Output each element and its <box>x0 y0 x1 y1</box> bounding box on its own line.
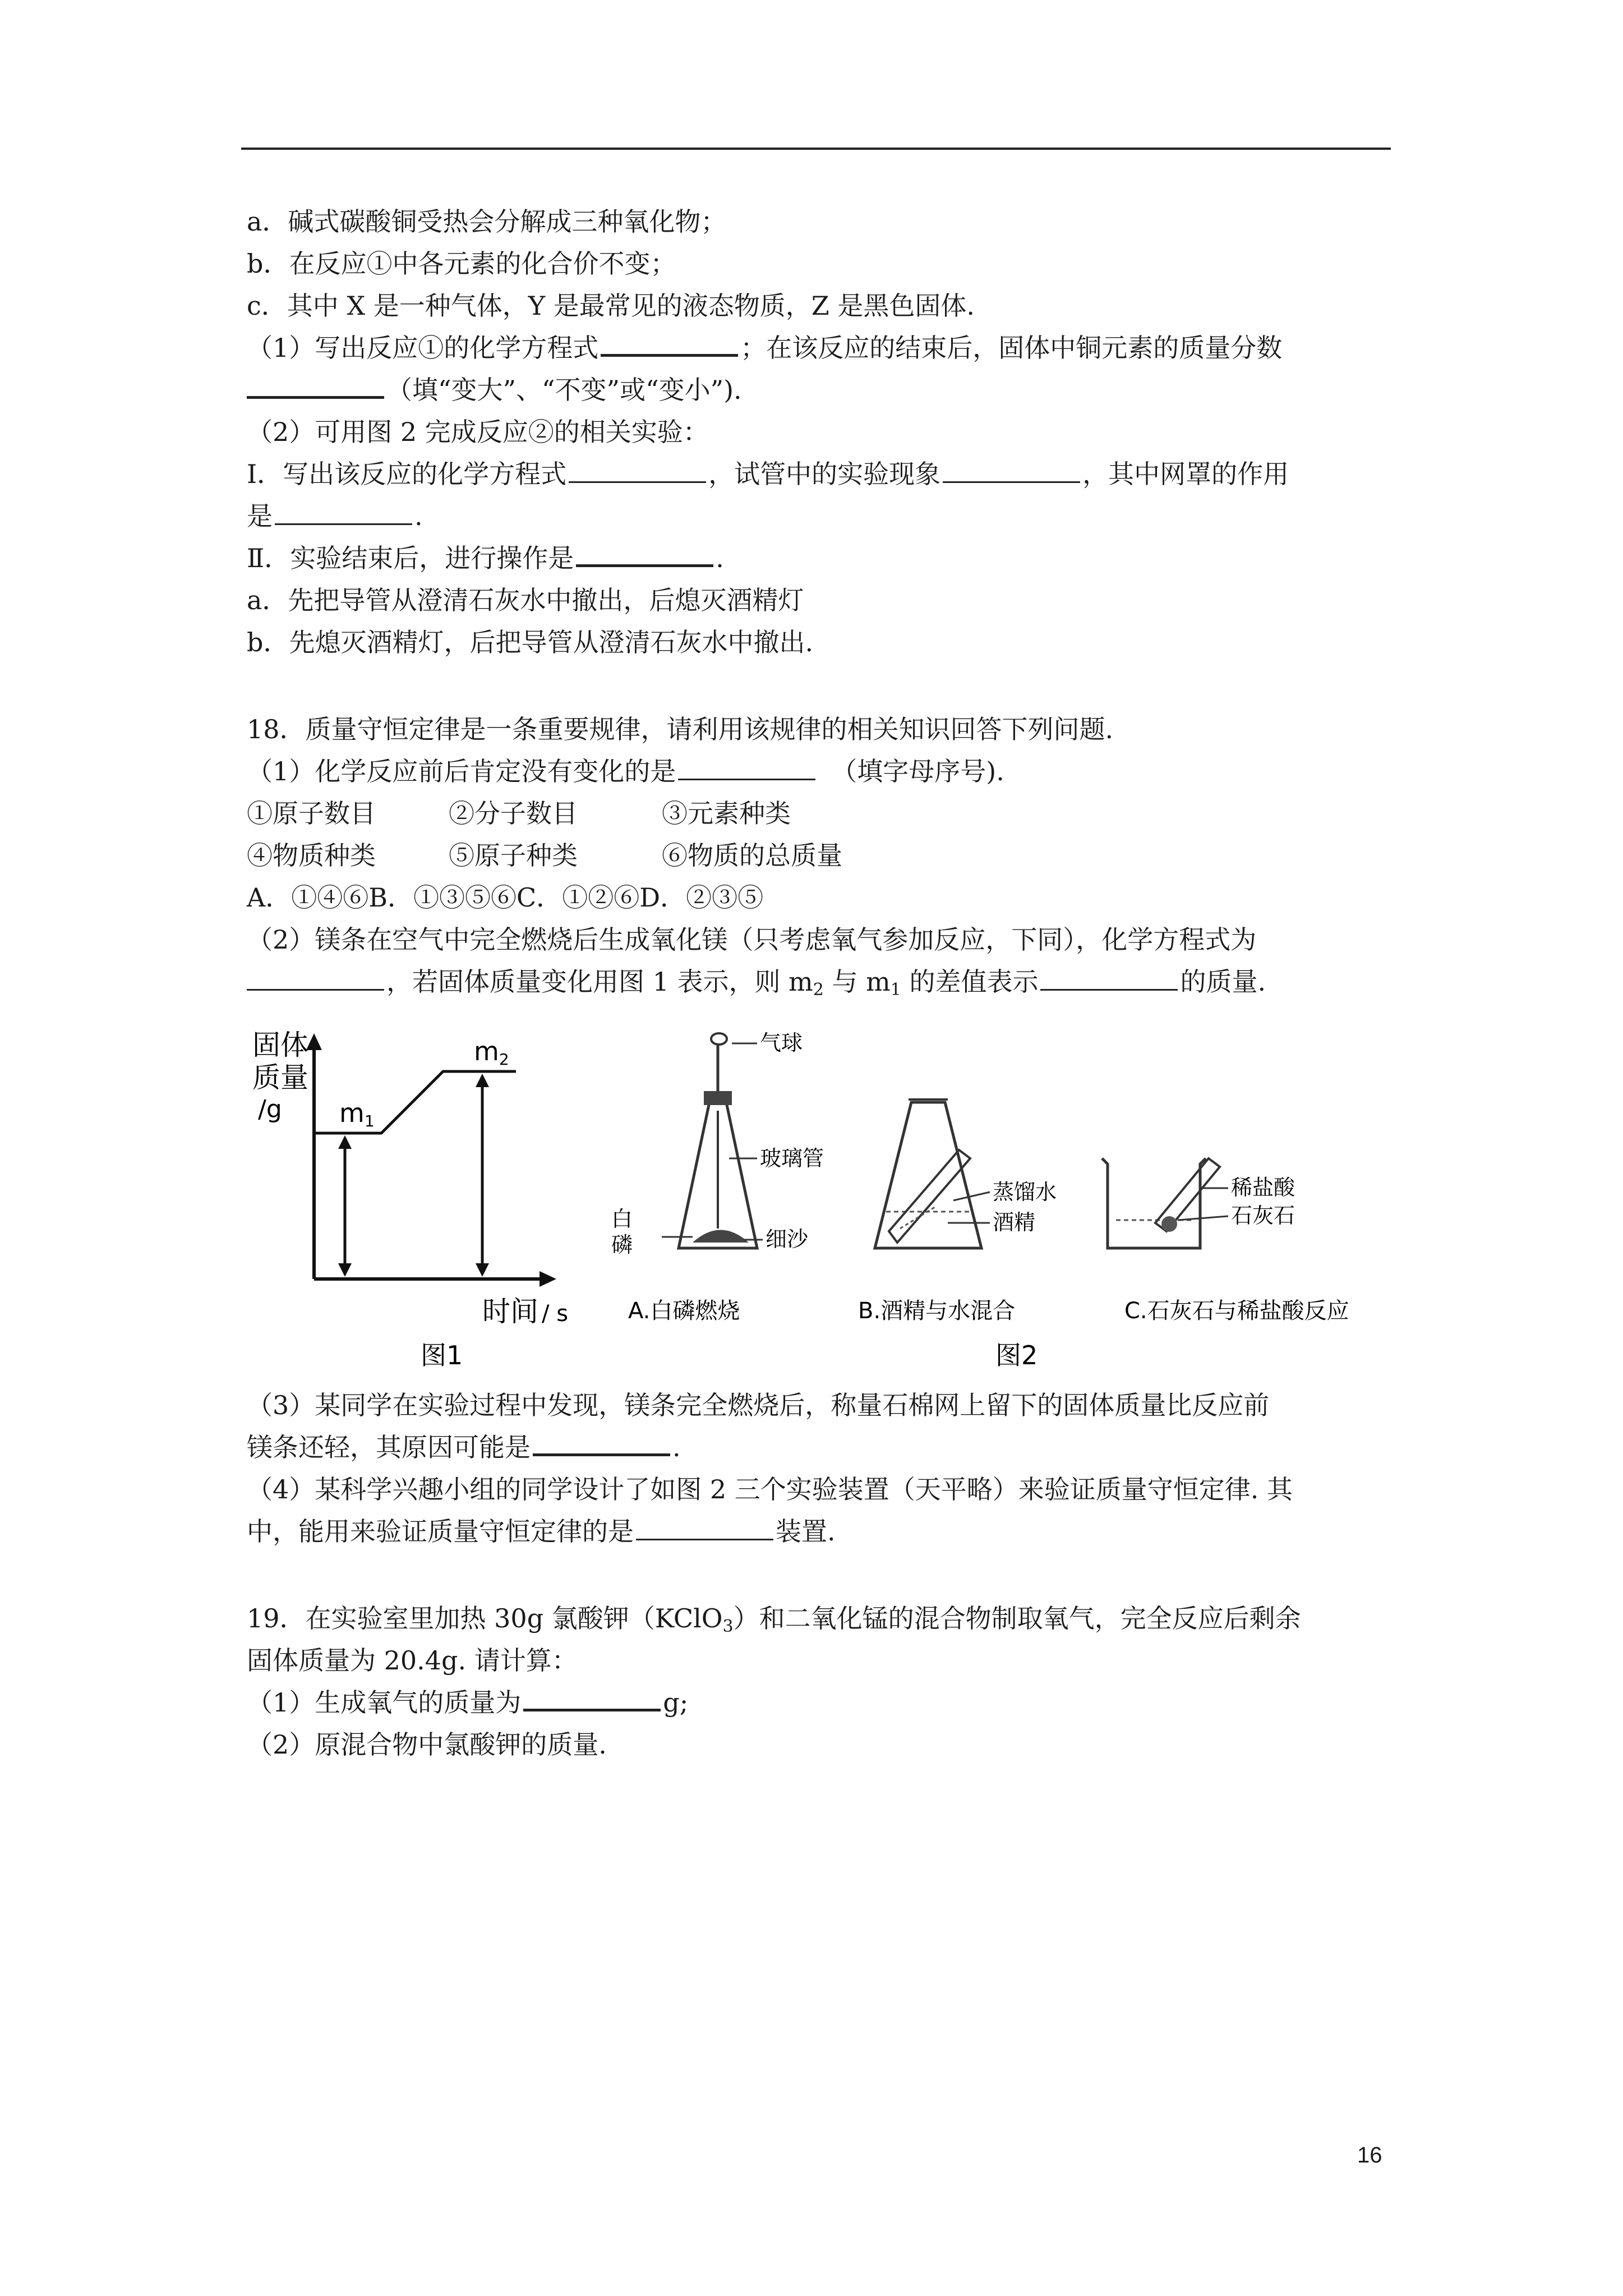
q18-p3-text-2: 镁条还轻，其原因可能是 <box>247 1432 531 1462</box>
text-line-b1: b．在反应①中各元素的化合价不变； <box>247 249 676 279</box>
text-line-a1: a．碱式碳酸铜受热会分解成三种氧化物； <box>247 206 727 237</box>
q19-text-1: 19．在实验室里加热 30g 氯酸钾（KClO <box>247 1603 723 1634</box>
arrow-head <box>476 1074 489 1087</box>
y-label-line-1: 固体 <box>252 1029 308 1061</box>
options-row-1 <box>247 797 791 830</box>
question-18-part-1 <box>247 754 1004 788</box>
label-white-phosphorus-2: 磷 <box>611 1232 633 1257</box>
figure-1-caption: 图1 <box>421 1340 463 1370</box>
q18-p1-text-1: （1）化学反应前后肯定没有变化的是 <box>247 756 676 786</box>
q1-text-1: （1）写出反应①的化学方程式 <box>247 333 599 363</box>
question-19-line-1 <box>247 1602 1301 1644</box>
x-label: 时间 / s <box>482 1295 569 1328</box>
q2-i-text-5: . <box>414 501 423 531</box>
question-18-part-4: （4）某科学兴趣小组的同学设计了如图 2 三个实验装置（天平略）来验证质量守恒定律. 其 <box>247 1474 1293 1504</box>
answer-blank[interactable] <box>523 1686 661 1711</box>
figure-2-caption: 图2 <box>995 1340 1038 1370</box>
question-18-title: 18．质量守恒定律是一条重要规律，请利用该规律的相关知识回答下列问题. <box>247 714 1114 744</box>
balloon-icon <box>711 1033 727 1045</box>
label-balloon: 气球 <box>760 1030 803 1055</box>
label-alcohol: 酒精 <box>993 1210 1036 1235</box>
answer-blank[interactable] <box>247 374 384 399</box>
y-label-unit: /g <box>258 1095 282 1124</box>
answer-blank[interactable] <box>943 459 1080 483</box>
answer-blank[interactable] <box>678 756 815 780</box>
answer-blank[interactable] <box>1040 967 1178 991</box>
option-item: ②分子数目 <box>449 798 578 829</box>
question-18-part-3: （3）某同学在实验过程中发现，镁条完全燃烧后，称量石棉网上留下的固体质量比反应前 <box>247 1390 1270 1420</box>
subscript: 3 <box>722 1617 734 1636</box>
question-19-part-1 <box>247 1686 688 1719</box>
q18-p4-text-2: 中，能用来验证质量守恒定律的是 <box>247 1516 634 1547</box>
q18-p1-text-2: （填字母序号). <box>831 756 1004 786</box>
answer-blank[interactable] <box>247 967 384 991</box>
arrow-head <box>476 1263 489 1277</box>
question-19-line-2: 固体质量为 20.4g. 请计算： <box>247 1645 578 1676</box>
q19-text-2: ）和二氧化锰的混合物制取氧气，完全反应后剩余 <box>733 1603 1301 1634</box>
answer-blank[interactable] <box>576 542 713 567</box>
question-2-i-line <box>247 457 1289 491</box>
q2-i-text-3: ，其中网罩的作用 <box>1082 459 1289 489</box>
label-limestone: 石灰石 <box>1231 1203 1295 1228</box>
q2-i-text-1: Ⅰ．写出该反应的化学方程式 <box>247 459 567 489</box>
answer-blank[interactable] <box>533 1431 670 1456</box>
question-1-line-2 <box>247 373 742 407</box>
q18-p3-text-3: . <box>672 1432 681 1462</box>
subscript: 2 <box>813 980 824 1000</box>
caption-c: C.石灰石与稀盐酸反应 <box>1124 1298 1349 1324</box>
option-item: ①原子数目 <box>247 798 376 829</box>
arrow-head <box>338 1135 352 1149</box>
question-18-part-2: （2）镁条在空气中完全燃烧后生成氧化镁（只考虑氧气参加反应，下同），化学方程式为 <box>247 924 1257 955</box>
q2-i-text-4: 是 <box>247 501 273 531</box>
q2-ii-text-1: Ⅱ．实验结束后，进行操作是 <box>247 543 574 573</box>
option-b-line: b．先熄灭酒精灯，后把导管从澄清石灰水中撤出. <box>247 627 814 657</box>
caption-b: B.酒精与水混合 <box>858 1298 1016 1324</box>
figure-2-apparatus <box>594 1021 1391 1380</box>
apparatus-c <box>1102 1158 1349 1324</box>
option-item: ⑥物质的总质量 <box>662 840 842 871</box>
label-glass-tube: 玻璃管 <box>760 1146 824 1171</box>
question-2-line: （2）可用图 2 完成反应②的相关实验： <box>247 417 709 447</box>
label-dilute-hcl: 稀盐酸 <box>1231 1175 1295 1200</box>
header-rule <box>241 148 1391 150</box>
q18-p2-text-4: 的差值表示 <box>901 967 1039 997</box>
question-2-i-line-2 <box>247 499 423 533</box>
q2-ii-text-2: . <box>716 543 724 573</box>
sand-pile <box>693 1230 749 1243</box>
answer-blank[interactable] <box>601 332 738 357</box>
figure-1-graph <box>241 1021 578 1380</box>
answer-blank[interactable] <box>569 459 706 483</box>
text-line-c1: c．其中 X 是一种气体，Y 是最常见的液态物质，Z 是黑色固体. <box>247 291 975 321</box>
label-distilled-water: 蒸馏水 <box>993 1180 1057 1204</box>
q18-p4-text-3: 装置. <box>776 1516 836 1547</box>
question-2-ii-line <box>247 541 724 575</box>
label-white-phosphorus-1: 白 <box>611 1207 633 1231</box>
q18-p2-text-3: 与 m <box>823 967 891 997</box>
arrow-head <box>338 1263 352 1277</box>
y-axis-arrow <box>306 1033 322 1050</box>
rubber-stopper <box>704 1091 732 1105</box>
answer-blank[interactable] <box>636 1516 773 1540</box>
m1-label: m1 <box>339 1098 375 1130</box>
caption-a: A.白磷燃烧 <box>628 1298 740 1324</box>
x-axis-arrow <box>540 1271 556 1287</box>
q19-p1-text-1: （1）生成氧气的质量为 <box>247 1687 522 1718</box>
question-18-part-3-line-2 <box>247 1430 681 1464</box>
label-sand: 细沙 <box>766 1227 809 1251</box>
question-19-part-2: （2）原混合物中氯酸钾的质量. <box>247 1729 607 1760</box>
option-item: ③元素种类 <box>662 798 791 829</box>
y-label-line-2: 质量 <box>252 1061 308 1094</box>
apparatus-b <box>858 1099 1057 1324</box>
limestone-chunk <box>1161 1216 1177 1232</box>
apparatus-a <box>611 1030 824 1324</box>
q1-text-2: ；在该反应的结束后，固体中铜元素的质量分数 <box>740 333 1283 363</box>
question-18-part-4-line-2 <box>247 1515 836 1548</box>
q1-text-3: （填“变大”、“不变”或“变小”). <box>386 375 742 405</box>
q2-i-text-2: ，试管中的实验现象 <box>708 459 941 489</box>
answer-blank[interactable] <box>275 501 412 525</box>
options-row-2 <box>247 839 842 872</box>
question-18-part-2-line-2 <box>247 965 1266 1007</box>
m2-label: m2 <box>474 1036 509 1069</box>
question-1-line <box>247 331 1282 365</box>
choices-line: A．①④⑥B．①③⑤⑥C．①②⑥D．②③⑤ <box>247 882 764 913</box>
q18-p2-text-2: ，若固体质量变化用图 1 表示，则 m <box>386 967 813 997</box>
q19-p1-text-2: g; <box>663 1687 689 1718</box>
page-number: 16 <box>1357 2143 1382 2168</box>
q18-p2-text-5: 的质量. <box>1180 967 1266 997</box>
option-item: ④物质种类 <box>247 840 376 871</box>
subscript: 1 <box>890 980 901 1000</box>
option-a-line: a．先把导管从澄清石灰水中撤出，后熄灭酒精灯 <box>247 585 804 615</box>
option-item: ⑤原子种类 <box>449 840 578 871</box>
